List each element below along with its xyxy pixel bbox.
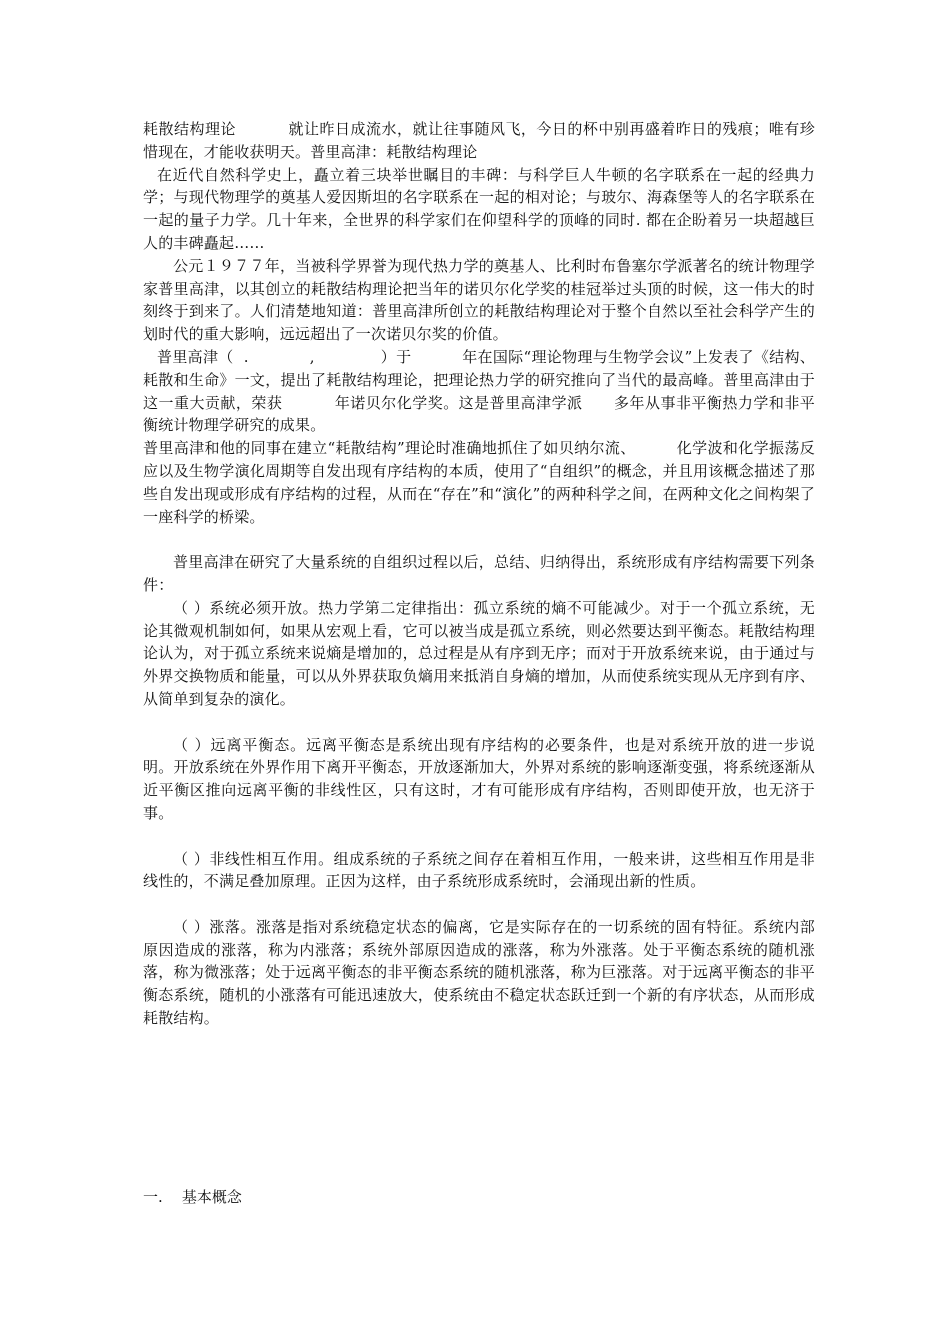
section-heading-basic-concepts: 一. 基本概念 <box>143 1188 242 1206</box>
document-body <box>143 118 815 1030</box>
conditions-intro-paragraph: 普里高津在研究了大量系统的自组织过程以后，总结、归纳得出，系统形成有序结构需要下列条件： <box>143 553 815 594</box>
nobel-1977-paragraph: 公元１９７７年，当被科学界誉为现代热力学的奠基人、比利时布鲁塞尔学派著名的统计物理学家普里高津，以其创立的耗散结构理论把当年的诺贝尔化学奖的桂冠举过头顶的时候，这一伟大的时刻终于到来了。人们清楚地知道：普里高津所创立的耗散结构理论对于整个自然以至社会科学产生的划时代的重大影响，远远超出了一次诺贝尔奖的价值。 <box>143 256 815 344</box>
condition-far-from-equilibrium: （ ）远离平衡态。远离平衡态是系统出现有序结构的必要条件，也是对系统开放的进一步说明。开放系统在外界作用下离开平衡态，开放逐渐加大，外界对系统的影响逐渐变强，将系统逐渐从近平衡区推向远离平衡的非线性区，只有这时，才有可能形成有序结构，否则即使开放，也无济于事。 <box>143 735 815 822</box>
history-paragraph: 在近代自然科学史上，矗立着三块举世瞩目的丰碑：与科学巨人牛顿的名字联系在一起的经典力学；与现代物理学的奠基人爱因斯坦的名字联系在一起的相对论；与玻尔、海森堡等人的名字联系在一起的量子力学。几十年来，全世界的科学家们在仰望科学的顶峰的同时. 都在企盼着另一块超越巨人的丰碑矗起…… <box>143 165 815 252</box>
paragraph-spacer <box>143 528 815 551</box>
intro-title-paragraph: 耗散结构理论 就让昨日成流水，就让往事随风飞，今日的杯中别再盛着昨日的残痕；唯有珍惜现在，才能收获明天。普里高津：耗散结构理论 <box>143 120 815 161</box>
paragraph-spacer <box>143 711 815 734</box>
prigogine-intro-paragraph: 普里高津（ . , ）于 年在国际“理论物理与生物学会议”上发表了《结构、耗散和生命》一文，提出了耗散结构理论，把理论热力学的研究推向了当代的最高峰。普里高津由于这一重大贡献，荣获 年诺贝尔化学奖。这是普里高津学派 多年从事非平衡热力学和非平衡统计物理学研究的成果。 <box>143 347 815 435</box>
condition-fluctuation: （ ）涨落。涨落是指对系统稳定状态的偏离，它是实际存在的一切系统的固有特征。系统内部原因造成的涨落，称为内涨落；系统外部原因造成的涨落，称为外涨落。处于平衡态系统的随机涨落，称为微涨落；处于远离平衡态的非平衡态系统的随机涨落，称为巨涨落。对于远离平衡态的非平衡态系统，随机的小涨落有可能迅速放大，使系统由不稳定状态跃迁到一个新的有序状态，从而形成耗散结构。 <box>143 917 815 1028</box>
condition-open-system: （ ）系统必须开放。热力学第二定律指出：孤立系统的熵不可能减少。对于一个孤立系统，无论其微观机制如何，如果从宏观上看，它可以被当成是孤立系统，则必然要达到平衡态。耗散结构理论认为，对于孤立系统来说熵是增加的，总过程是从有序到无序；而对于开放系统来说，由于通过与外界交换物质和能量，可以从外界获取负熵用来抵消自身熵的增加，从而使系统实现从无序到有序、从简单到复杂的演化。 <box>143 598 815 708</box>
paragraph-spacer <box>143 825 815 848</box>
condition-nonlinear-interaction: （ ）非线性相互作用。组成系统的子系统之间存在着相互作用，一般来讲，这些相互作用是非线性的，不满足叠加原理。正因为这样，由子系统形成系统时，会涌现出新的性质。 <box>143 849 815 891</box>
paragraph-spacer <box>143 893 815 916</box>
self-organization-paragraph: 普里高津和他的同事在建立“耗散结构”理论时准确地抓住了如贝纳尔流、 化学波和化学振荡反应以及生物学演化周期等自发出现有序结构的本质，使用了“自组织”的概念，并且用该概念描述了那些自发出现或形成有序结构的过程，从而在“存在”和“演化”的两种科学之间，在两种文化之间构架了一座科学的桥梁。 <box>143 439 815 526</box>
